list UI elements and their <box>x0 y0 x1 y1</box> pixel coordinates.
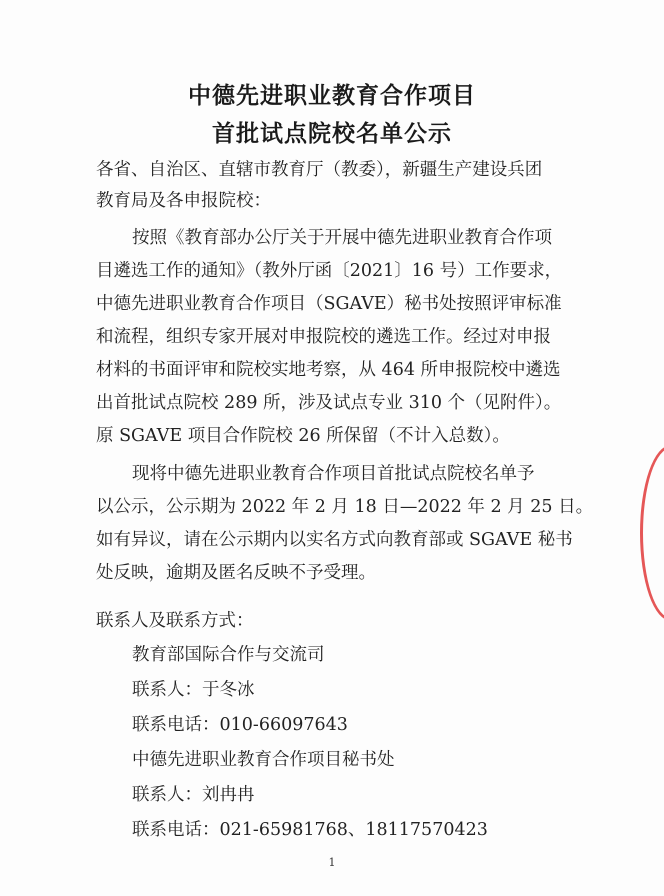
contact-line: 教育部国际合作与交流司 <box>132 645 325 665</box>
red-seal-stamp-fragment <box>640 445 664 621</box>
paragraph-2-line: 现将中德先进职业教育合作项目首批试点院校名单予 <box>132 464 535 484</box>
contact-line: 联系人：于冬冰 <box>132 680 255 700</box>
paragraph-1-line: 出首批试点院校 289 所，涉及试点专业 310 个（见附件）。 <box>96 393 562 413</box>
paragraph-1-line: 原 SGAVE 项目合作院校 26 所保留（不计入总数）。 <box>96 426 510 446</box>
paragraph-2-line: 处反映，逾期及匿名反映不予受理。 <box>96 563 376 583</box>
contact-line: 联系电话：021-65981768、18117570423 <box>132 820 488 840</box>
document-title-line-2: 首批试点院校名单公示 <box>212 121 452 147</box>
paragraph-2-line: 以公示，公示期为 2022 年 2 月 18 日—2022 年 2 月 25 日。 <box>96 497 594 517</box>
paragraph-1-line: 目遴选工作的通知》（教外厅函〔2021〕16 号）工作要求， <box>96 261 563 281</box>
page-number: 1 <box>328 856 336 869</box>
contact-line: 中德先进职业教育合作项目秘书处 <box>132 750 395 770</box>
salutation-line-2: 教育局及各申报院校： <box>96 191 271 211</box>
document-title-line-1: 中德先进职业教育合作项目 <box>188 83 476 109</box>
paragraph-1-line: 按照《教育部办公厅关于开展中德先进职业教育合作项 <box>132 228 552 248</box>
contacts-heading: 联系人及联系方式： <box>96 611 254 631</box>
contact-line: 联系人：刘冉冉 <box>132 785 255 805</box>
paragraph-2-line: 如有异议，请在公示期内以实名方式向教育部或 SGAVE 秘书 <box>96 530 573 550</box>
paragraph-1-line: 材料的书面评审和院校实地考察，从 464 所申报院校中遴选 <box>96 360 561 380</box>
paragraph-1-line: 和流程，组织专家开展对申报院校的遴选工作。经过对申报 <box>96 327 551 347</box>
salutation-line-1: 各省、自治区、直辖市教育厅（教委），新疆生产建设兵团 <box>96 160 543 180</box>
paragraph-1-line: 中德先进职业教育合作项目（SGAVE）秘书处按照评审标准 <box>96 294 562 314</box>
contact-line: 联系电话：010-66097643 <box>132 715 348 735</box>
